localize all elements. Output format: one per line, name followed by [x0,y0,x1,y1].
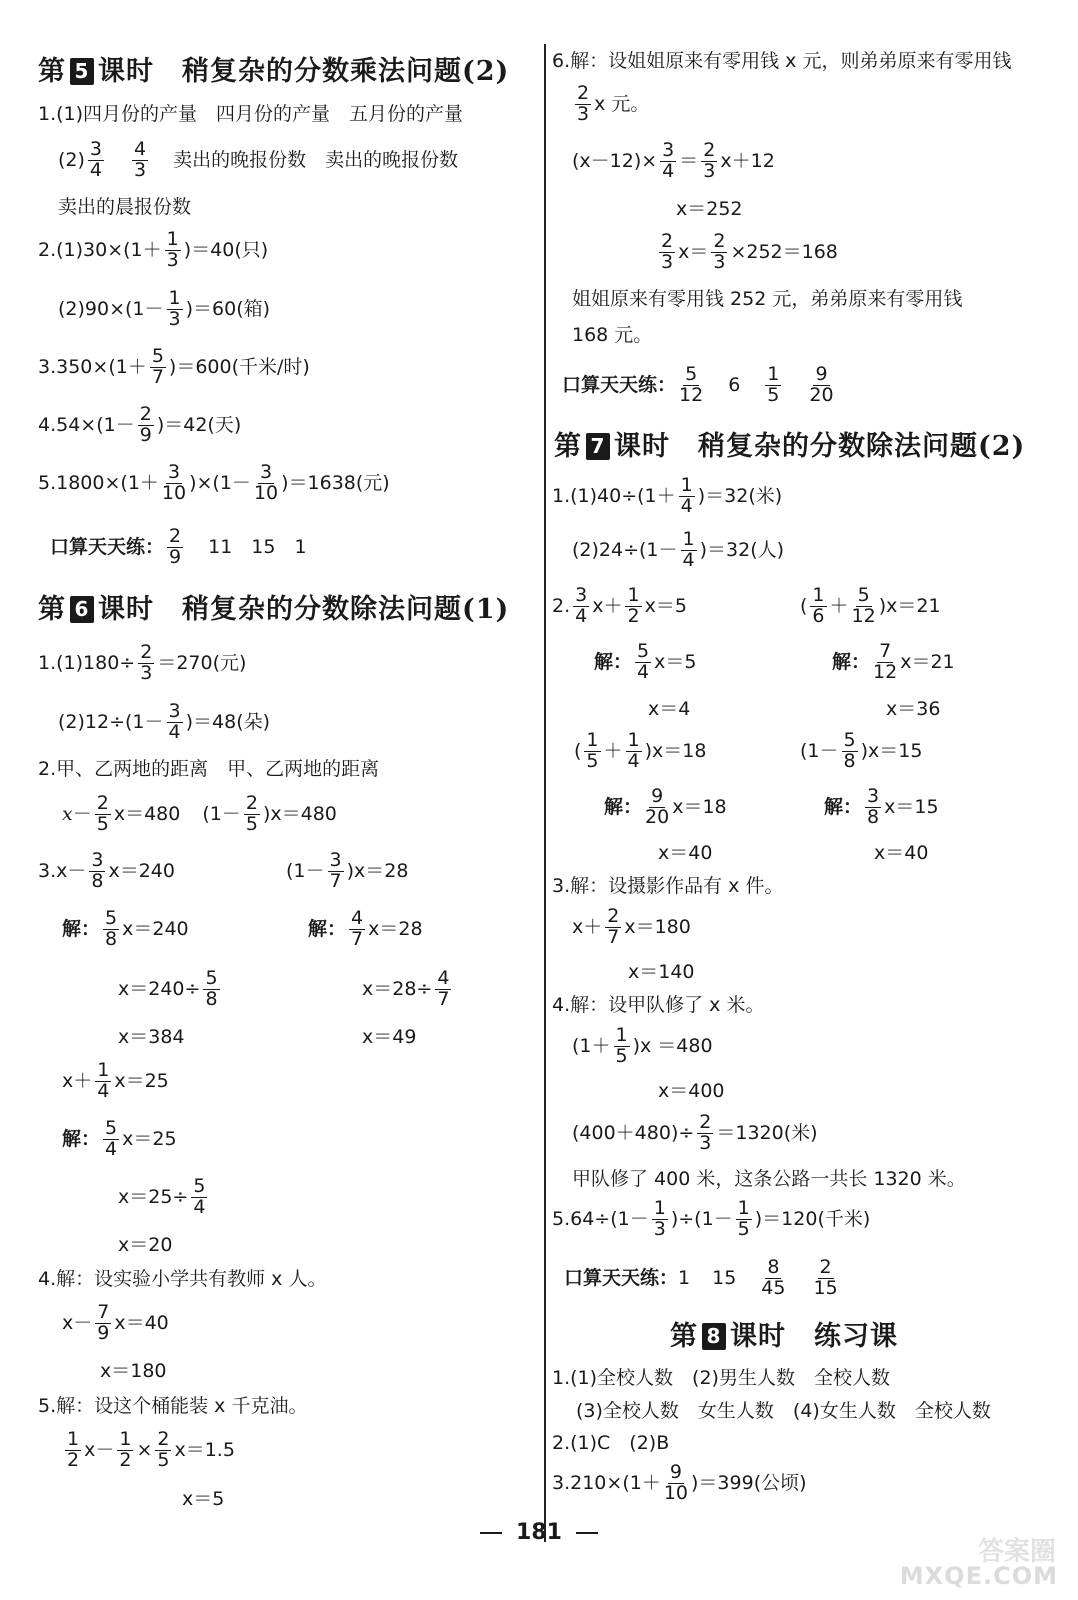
l7-q4-l3: (400＋480)÷ $\frac{2}{3}$ ＝1320(米) [572,1111,818,1154]
l6-q3-right2: 解： $\frac{4}{7}$ x＝28 [308,907,423,950]
l6-q4: 4.解：设实验小学共有教师 x 人。 [38,1268,327,1290]
l5-q5: 5.1800×(1＋ $\frac{3}{10}$ )×(1－ $\frac{3}{10}$ )＝1638(元) [38,461,390,504]
l8-q3: 3.210×(1＋ $\frac{9}{10}$ )＝399(公顷) [552,1461,807,1504]
l6-q3-left5: x＋ $\frac{1}{4}$ x＝25 [62,1059,169,1102]
q6-l6: 姐姐原来有零用钱 252 元，弟弟原来有零用钱 [572,288,963,310]
l7-q2b: ( $\frac{1}{6}$ ＋ $\frac{5}{12}$ )x＝21 [800,584,941,627]
l6-q3-left7: x＝25÷ $\frac{5}{4}$ [118,1175,206,1218]
l7-q1a: 1.(1)40÷(1＋ $\frac{1}{4}$ )＝32(米) [552,474,783,517]
l6-q5-l1: $\frac{1}{2}$ x－ $\frac{1}{2}$ × $\frac{2}{5}$ x＝1.5 [67,1428,235,1471]
l7-q4-l1: (1＋ $\frac{1}{5}$ )x ＝480 [572,1024,713,1067]
l7-q2c3: x＝40 [658,842,713,864]
l7-q5: 5.64÷(1－ $\frac{1}{3}$ )÷(1－ $\frac{1}{5}$ )＝120(千米) [552,1197,871,1240]
l6-q3-right3: x＝28÷ $\frac{4}{7}$ [362,967,450,1010]
q6-l1: 6.解：设姐姐原来有零用钱 x 元，则弟弟原来有零用钱 [552,50,1012,72]
watermark [878,1536,1064,1592]
l7-q3-l2: x＝140 [628,961,695,983]
l7-q2c: ( $\frac{1}{5}$ ＋ $\frac{1}{4}$ )x＝18 [574,729,707,772]
q6-l2: $\frac{2}{3}$ x 元。 [577,82,650,125]
q6-l7: 168 元。 [572,324,653,346]
l6-q5-l2: x＝5 [182,1488,225,1510]
lesson6-heading: 第 6 课时 稍复杂的分数除法问题(1) [38,594,510,625]
right-column [548,0,1078,1565]
l7-q2a3: x＝4 [648,698,691,720]
l7-q2d2: 解： $\frac{3}{8}$ x＝15 [824,785,939,828]
l5-oral: 口算天天练： $\frac{2}{9}$ 11 15 1 [50,525,307,568]
l6-q3-left6: 解： $\frac{5}{4}$ x＝25 [62,1117,177,1160]
l5-q1a: 1.(1)四月份的产量 四月份的产量 五月份的产量 [38,103,464,125]
l6-q3-left8: x＝20 [118,1234,173,1256]
l6-q3-left1: 3.x－ $\frac{3}{8}$ x＝240 [38,849,175,892]
l5-q1b: (2) $\frac{3}{4}$ $\frac{4}{3}$ 卖出的晚报份数 卖出的晚报份数 [58,138,459,181]
q6-l5: $\frac{2}{3}$ x＝ $\frac{2}{3}$ ×252＝168 [661,230,838,273]
l7-q2a: 2. $\frac{3}{4}$ x＋ $\frac{1}{2}$ x＝5 [552,584,687,627]
q6-l4: x＝252 [676,198,743,220]
l7-q1b: (2)24÷(1－ $\frac{1}{4}$ )＝32(人) [572,528,785,571]
l5-q2a: 2.(1)30×(1＋ $\frac{1}{3}$ )＝40(只) [38,228,269,271]
l7-q4-l4: 甲队修了 400 米，这条公路一共长 1320 米。 [572,1168,966,1190]
l7-q2d: (1－ $\frac{5}{8}$ )x＝15 [800,729,923,772]
l6-q3-right1: (1－ $\frac{3}{7}$ )x＝28 [286,849,409,892]
l7-q4: 4.解：设甲队修了 x 米。 [552,994,765,1016]
l6-q3-right4: x＝49 [362,1026,417,1048]
lesson-number-badge: 8 [702,1323,726,1350]
left-column [0,0,545,1565]
l5-q3: 3.350×(1＋ $\frac{5}{7}$ )＝600(千米/时) [38,345,310,388]
l6-q5: 5.解：设这个桶能装 x 千克油。 [38,1395,308,1417]
l7-q2c2: 解： $\frac{9}{20}$ x＝18 [604,785,727,828]
l6-q3-left3: x＝240÷ $\frac{5}{8}$ [118,967,218,1010]
right-oral: 口算天天练： $\frac{5}{12}$ 6 $\frac{1}{5}$ $\frac{9}{20}$ [562,363,834,406]
lesson5-heading: 第 5 课时 稍复杂的分数乘法问题(2) [38,56,510,87]
l5-q4: 4.54×(1－ $\frac{2}{9}$ )＝42(天) [38,403,242,446]
lesson8-heading: 第 8 课时 练习课 [670,1321,898,1352]
l6-q1a: 1.(1)180÷ $\frac{2}{3}$ ＝270(元) [38,641,247,684]
lesson7-heading: 第 7 课时 稍复杂的分数除法问题(2) [554,431,1026,462]
l7-q2a2: 解： $\frac{5}{4}$ x＝5 [594,640,697,683]
l7-q4-l2: x＝400 [658,1080,725,1102]
l7-q2b3: x＝36 [886,698,941,720]
lesson-number-badge: 7 [586,433,610,460]
l7-q2d3: x＝40 [874,842,929,864]
lesson-number-badge: 6 [70,596,94,623]
lesson-number-badge: 5 [70,58,94,85]
l6-q3-left2: 解： $\frac{5}{8}$ x＝240 [62,907,189,950]
watermark-logo-icon: 答案圈 [977,1537,1056,1567]
l8-q2: 2.(1)C (2)B [552,1432,670,1454]
l8-q1b: (3)全校人数 女生人数 (4)女生人数 全校人数 [576,1400,991,1422]
l6-q1b: (2)12÷(1－ $\frac{3}{4}$ )＝48(朵) [58,700,271,743]
page-number: 181 [0,1520,1078,1545]
l7-q2b2: 解： $\frac{7}{12}$ x＝21 [832,640,955,683]
l7-q3: 3.解：设摄影作品有 x 件。 [552,875,784,897]
l8-q1a: 1.(1)全校人数 (2)男生人数 全校人数 [552,1367,890,1389]
l5-q2b: (2)90×(1－ $\frac{1}{3}$ )＝60(箱) [58,287,271,330]
q6-l3: (x－12)× $\frac{3}{4}$ ＝ $\frac{2}{3}$ x＋12 [572,139,775,182]
l5-q1c: 卖出的晨报份数 [58,196,192,218]
l6-q2: 2.甲、乙两地的距离 甲、乙两地的距离 [38,758,380,780]
l6-q4-l1: x－ $\frac{7}{9}$ x＝40 [62,1301,169,1344]
l6-q3-left4: x＝384 [118,1026,185,1048]
l7-q3-l1: x＋ $\frac{2}{7}$ x＝180 [572,905,691,948]
watermark-url: MXQE.COM [899,1562,1058,1590]
l6-q4-l2: x＝180 [100,1360,167,1382]
l6-q2b: x－ $\frac{2}{5}$ x＝480 (1－ $\frac{2}{5}$ )x＝480 [62,792,337,835]
l7-oral: 口算天天练：1 15 $\frac{8}{45}$ $\frac{2}{15}$ [564,1256,838,1299]
